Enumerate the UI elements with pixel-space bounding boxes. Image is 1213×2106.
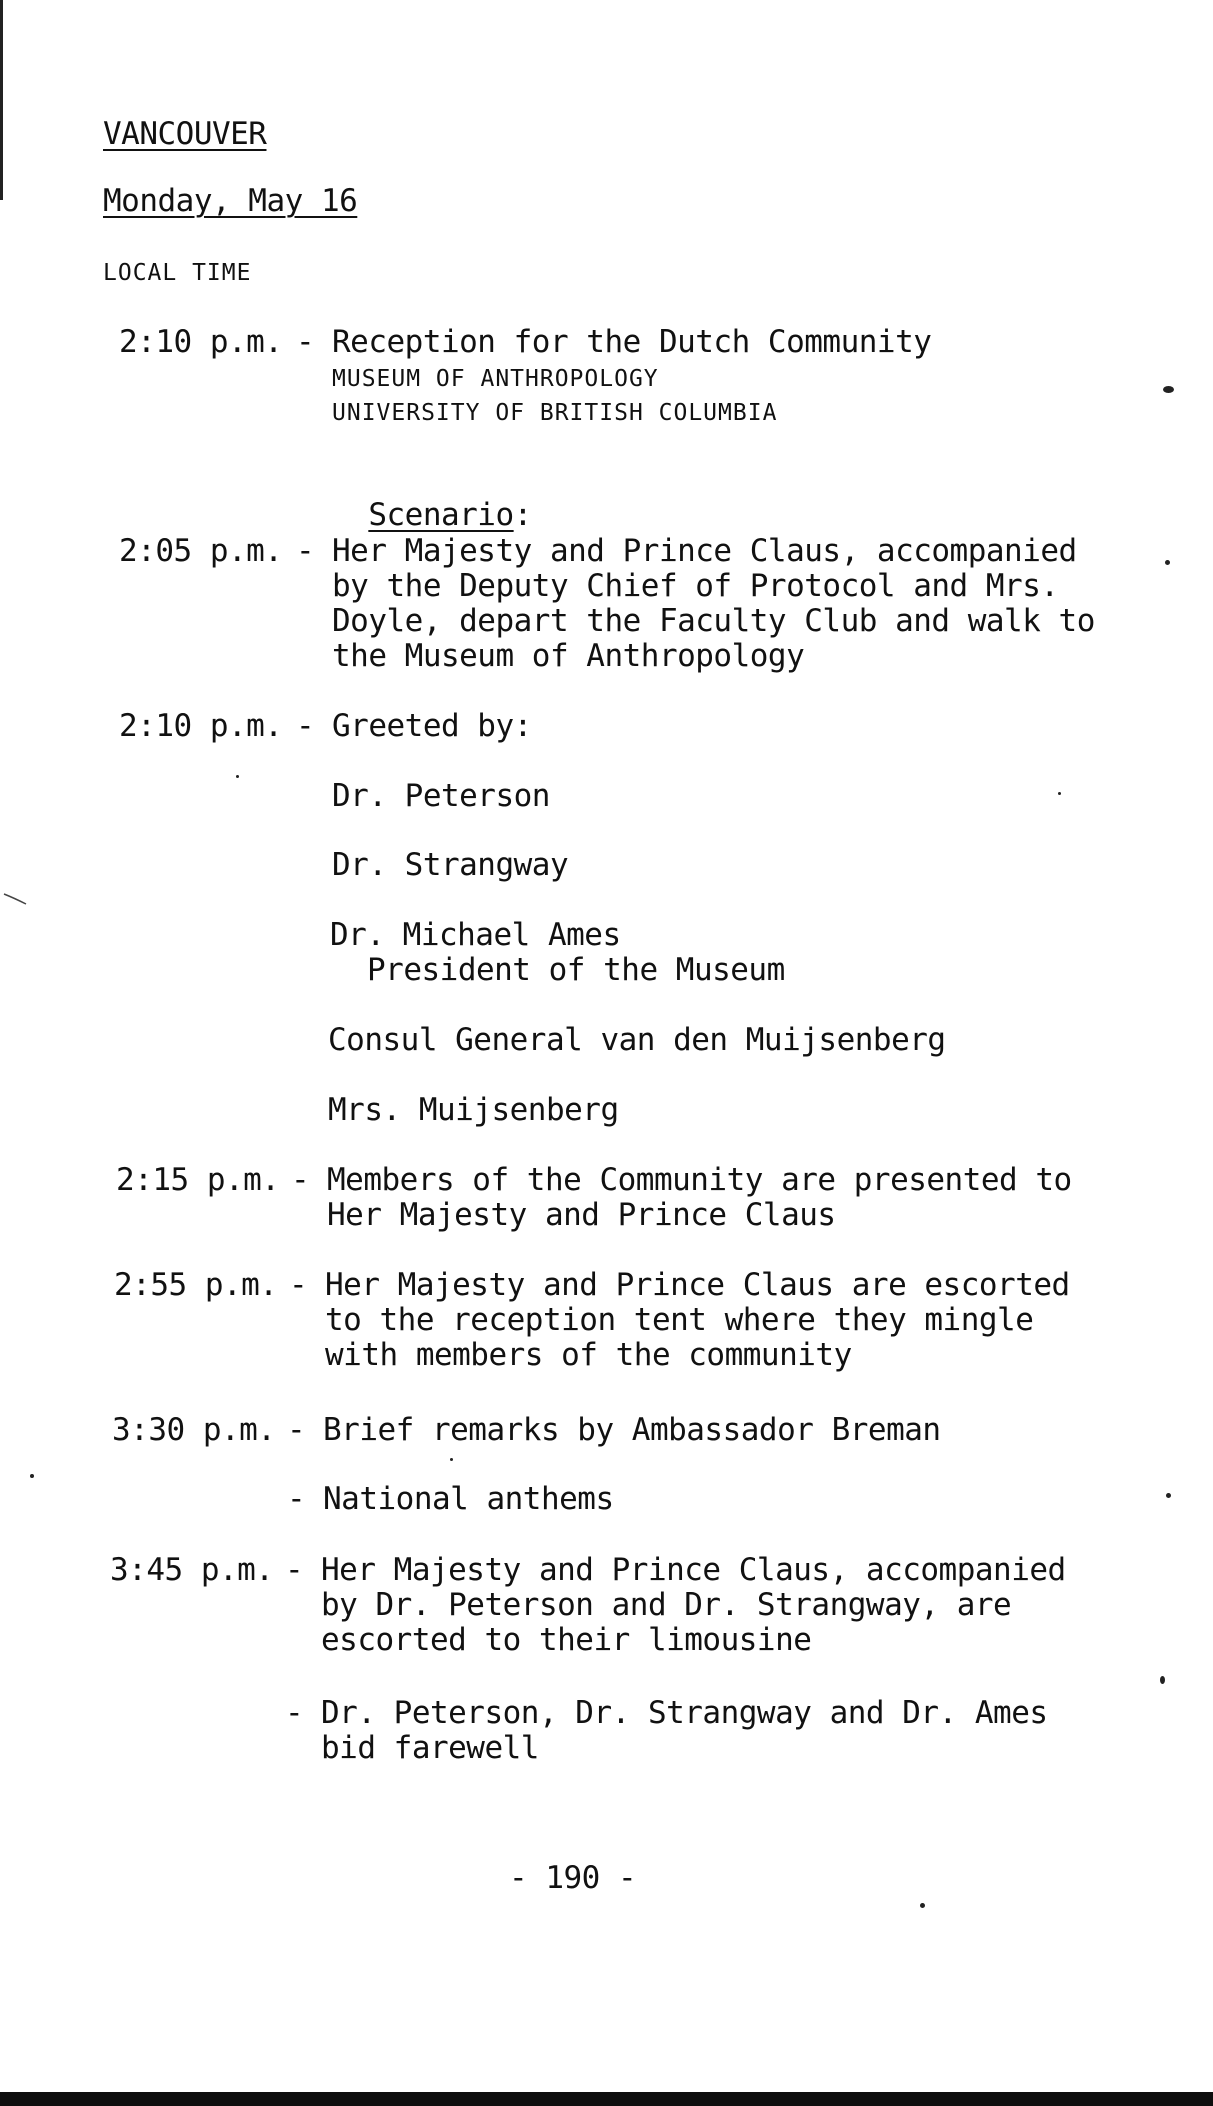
- event-dash: -: [296, 324, 315, 360]
- bottom-scan-border: [0, 2092, 1213, 2106]
- schedule-line: bid farewell: [321, 1730, 539, 1766]
- scenario-label: Scenario: [368, 497, 514, 533]
- scan-speck: [1165, 560, 1170, 565]
- event-time: 2:10 p.m.: [119, 324, 283, 360]
- page-number: - 190 -: [509, 1860, 637, 1896]
- scan-speck: [450, 1458, 453, 1461]
- schedule-line: Members of the Community are presented to: [327, 1162, 1072, 1198]
- schedule-line: with members of the community: [325, 1337, 852, 1373]
- greeter-name: Dr. Strangway: [332, 847, 569, 883]
- schedule-line: by the Deputy Chief of Protocol and Mrs.: [332, 568, 1059, 604]
- scan-speck: [236, 775, 239, 778]
- schedule-line: Her Majesty and Prince Claus: [327, 1197, 836, 1233]
- schedule-dash: -: [285, 1552, 304, 1588]
- schedule-line: Greeted by:: [332, 708, 532, 744]
- scan-speck: [30, 1474, 34, 1478]
- event-venue-line-1: MUSEUM OF ANTHROPOLOGY: [332, 366, 659, 392]
- schedule-line: the Museum of Anthropology: [332, 638, 805, 674]
- schedule-line: Her Majesty and Prince Claus, accompanied: [332, 533, 1077, 569]
- schedule-line: to the reception tent where they mingle: [325, 1302, 1034, 1338]
- greeter-name: Dr. Michael Ames: [330, 917, 621, 953]
- schedule-time: 2:05 p.m.: [119, 533, 283, 569]
- date-heading: Monday, May 16: [103, 183, 358, 219]
- greeter-title: President of the Museum: [367, 952, 785, 988]
- schedule-line: Dr. Peterson, Dr. Strangway and Dr. Ames: [321, 1695, 1048, 1731]
- event-venue-line-2: UNIVERSITY OF BRITISH COLUMBIA: [332, 400, 778, 426]
- schedule-dash: -: [287, 1412, 306, 1448]
- scan-speck: [1163, 386, 1174, 393]
- schedule-line: by Dr. Peterson and Dr. Strangway, are: [321, 1587, 1012, 1623]
- schedule-line: Her Majesty and Prince Claus are escorted: [325, 1267, 1070, 1303]
- schedule-time: 3:45 p.m.: [110, 1552, 274, 1588]
- local-time-label: LOCAL TIME: [103, 260, 252, 286]
- schedule-dash: -: [289, 1267, 308, 1303]
- greeter-name: Dr. Peterson: [332, 778, 550, 814]
- schedule-dash: -: [287, 1481, 306, 1517]
- event-title: Reception for the Dutch Community: [332, 324, 932, 360]
- schedule-dash: -: [285, 1695, 304, 1731]
- scan-mark: [2, 890, 32, 910]
- scenario-heading: [332, 463, 532, 533]
- schedule-line: Doyle, depart the Faculty Club and walk to: [332, 603, 1095, 639]
- schedule-dash: -: [296, 708, 315, 744]
- schedule-time: 2:15 p.m.: [116, 1162, 280, 1198]
- schedule-line: Brief remarks by Ambassador Breman: [323, 1412, 941, 1448]
- greeter-name: Consul General van den Muijsenberg: [328, 1022, 946, 1058]
- schedule-dash: -: [291, 1162, 310, 1198]
- schedule-line: Her Majesty and Prince Claus, accompanied: [321, 1552, 1066, 1588]
- scan-speck: [1160, 1676, 1165, 1684]
- schedule-dash: -: [296, 533, 315, 569]
- scenario-colon: :: [513, 497, 532, 533]
- schedule-time: 2:55 p.m.: [114, 1267, 278, 1303]
- scan-speck: [920, 1903, 925, 1908]
- schedule-line: National anthems: [323, 1481, 614, 1517]
- left-margin-rule: [0, 0, 3, 200]
- schedule-time: 2:10 p.m.: [119, 708, 283, 744]
- city-heading: VANCOUVER: [103, 116, 267, 152]
- schedule-line: escorted to their limousine: [321, 1622, 812, 1658]
- greeter-name: Mrs. Muijsenberg: [328, 1092, 619, 1128]
- scan-speck: [1058, 792, 1061, 795]
- scan-speck: [1166, 1493, 1171, 1498]
- schedule-time: 3:30 p.m.: [112, 1412, 276, 1448]
